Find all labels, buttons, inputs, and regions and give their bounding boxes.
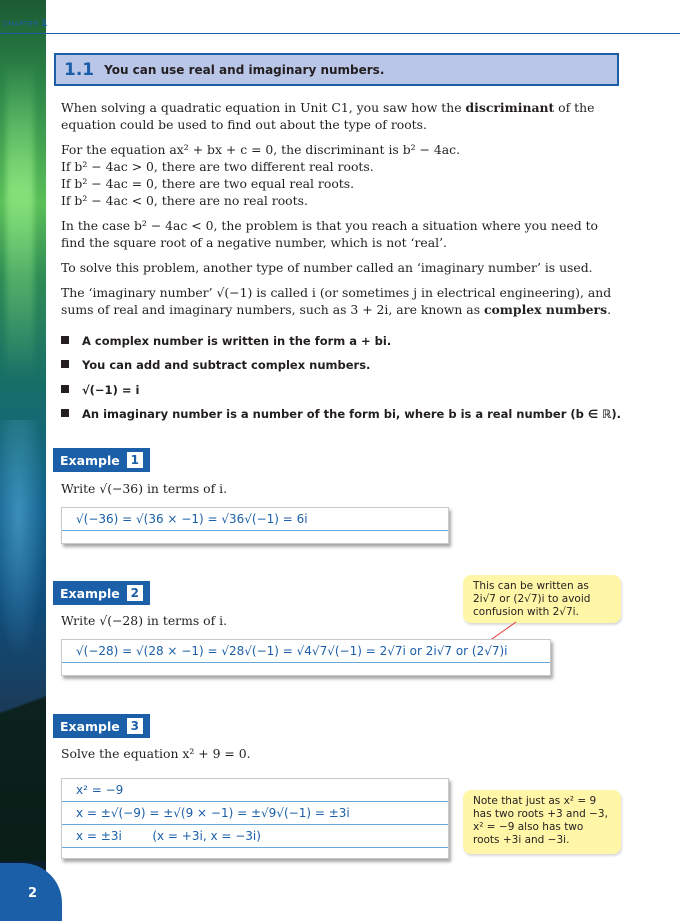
case-positive: If b² − 4ac > 0, there are two different real roots. <box>61 159 374 174</box>
discriminant-paragraph <box>61 141 621 209</box>
aurora-side-image <box>0 0 46 921</box>
example-2-label: Example 2 <box>53 581 150 605</box>
example-3-question: Solve the equation x² + 9 = 0. <box>61 746 251 761</box>
discriminant-line: For the equation ax² + bx + c = 0, the discriminant is b² − 4ac. <box>61 142 461 157</box>
example-2-note: This can be written as 2i√7 or (2√7)i to avoid confusion with 2√7i. <box>463 575 621 623</box>
imaginary-paragraph: The ‘imaginary number’ √(−1) is called i (or sometimes j in electrical engineering), and sums of real and imaginary numbers, such as 3 + 2i, are known as complex numbers. <box>61 285 612 317</box>
example-2-working <box>61 639 551 676</box>
key-point-4: An imaginary number is a number of the form bi, where b is a real number (b ∈ ℝ). <box>61 407 621 421</box>
bullet-square-icon <box>61 336 69 344</box>
page-number: 2 <box>28 886 38 901</box>
working-line: x² = −9 <box>62 779 448 802</box>
working-line: √(−28) = √(28 × −1) = √28√(−1) = √4√7√(−1) = 2√7i or 2i√7 or (2√7)i <box>62 640 550 663</box>
key-point-1: A complex number is written in the form a + bi. <box>61 334 621 348</box>
section-header <box>54 53 619 86</box>
working-line: √(−36) = √(36 × −1) = √36√(−1) = 6i <box>62 508 448 531</box>
example-1-label: Example 1 <box>53 448 150 472</box>
bullet-square-icon <box>61 409 69 417</box>
example-2-question: Write √(−28) in terms of i. <box>61 613 228 628</box>
intro-paragraph-1: When solving a quadratic equation in Unit C1, you saw how the discriminant of the equation could be used to find out about the type of roots. <box>61 100 595 132</box>
case-negative: If b² − 4ac < 0, there are no real roots. <box>61 193 308 208</box>
example-1-question: Write √(−36) in terms of i. <box>61 481 228 496</box>
key-point-2: You can add and subtract complex numbers. <box>61 358 621 372</box>
working-line: x = ±3i (x = +3i, x = −3i) <box>62 825 448 848</box>
solution-paragraph: To solve this problem, another type of number called an ‘imaginary number’ is used. <box>61 260 593 275</box>
working-line: x = ±√(−9) = ±√(9 × −1) = ±√9√(−1) = ±3i <box>62 802 448 825</box>
bullet-square-icon <box>61 360 69 368</box>
example-3-working <box>61 778 449 859</box>
example-3-label: Example 3 <box>53 714 150 738</box>
case-zero: If b² − 4ac = 0, there are two equal real roots. <box>61 176 355 191</box>
chapter-label: CHAPTER 1 <box>3 19 48 29</box>
key-point-3: √(−1) = i <box>61 383 621 397</box>
chapter-rule <box>0 33 680 34</box>
example-3-note: Note that just as x² = 9 has two roots +3 and −3, x² = −9 also has two roots +3i and −3i. <box>463 790 621 854</box>
section-number: 1.1 <box>64 59 95 80</box>
section-title: You can use real and imaginary numbers. <box>104 62 385 77</box>
example-1-working <box>61 507 449 544</box>
problem-paragraph: In the case b² − 4ac < 0, the problem is that you reach a situation where you need to find the square root of a negative number, which is not ‘real’. <box>61 218 599 250</box>
bullet-square-icon <box>61 385 69 393</box>
